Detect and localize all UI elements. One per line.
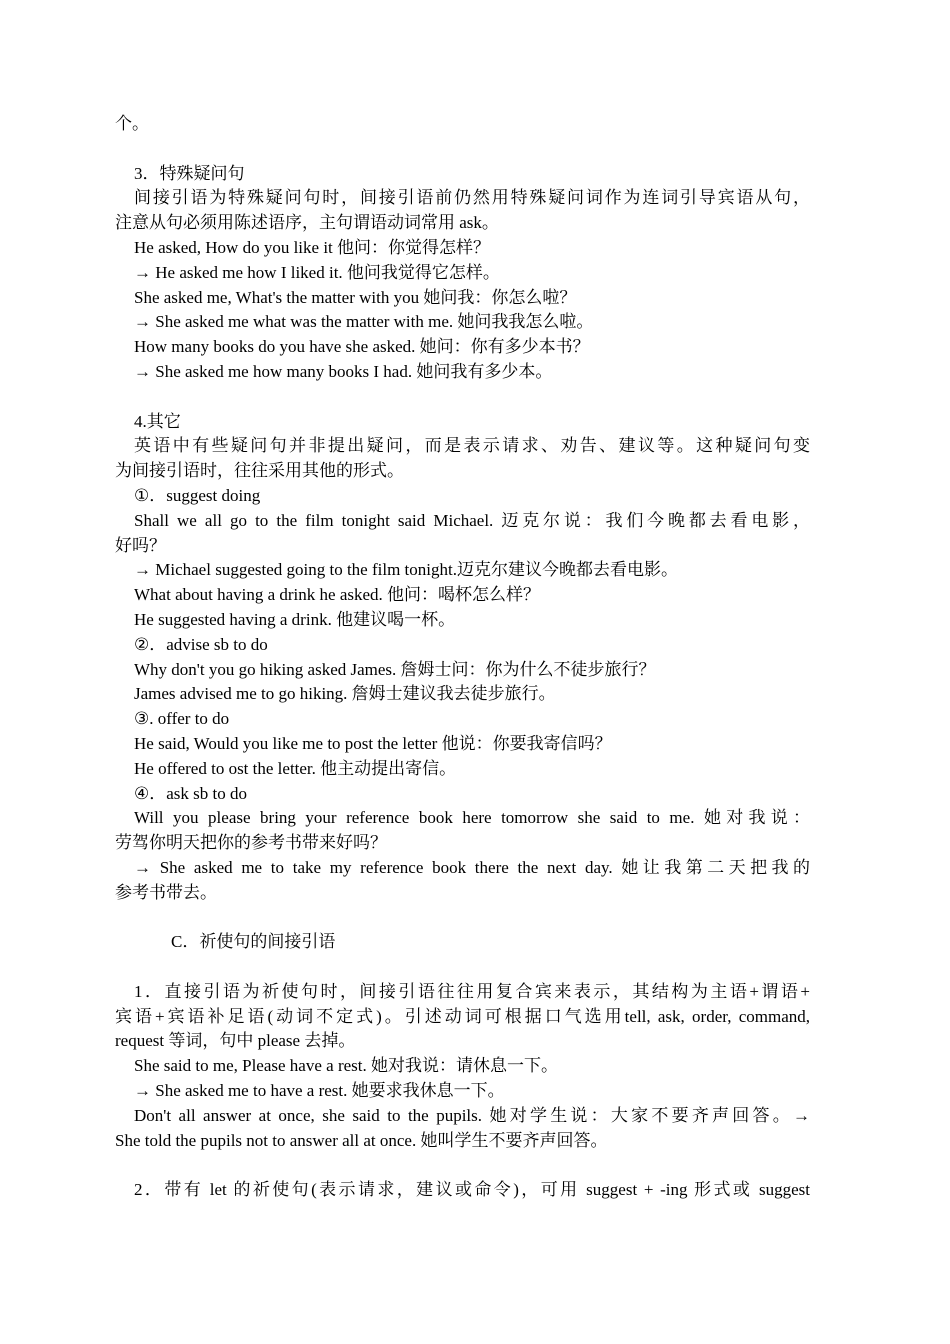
blank-line	[115, 906, 810, 931]
subsection-heading: ④．ask sb to do	[134, 783, 247, 803]
blank-line	[115, 1153, 810, 1178]
text-line: 间接引语为特殊疑问句时，间接引语前仍然用特殊疑问词作为连词引导宾语从句，	[134, 188, 810, 208]
text-line: 宾语+宾语补足语(动词不定式)。引述动词可根据口气选用tell, ask, order, command,	[115, 1006, 810, 1026]
example-line: She asked me, What's the matter with you 她问我：你怎么啦？	[134, 287, 577, 307]
example-line: Why don't you go hiking asked James. 詹姆士问：你为什么不徒步旅行？	[134, 659, 656, 679]
example-line: What about having a drink he asked. 他问：喝杯怎么样？	[134, 585, 541, 605]
example-line: She said to me, Please have a rest. 她对我说：请休息一下。	[134, 1056, 558, 1076]
section-heading: 3．特殊疑问句	[134, 163, 245, 183]
blank-line	[115, 137, 810, 162]
section-heading: 4.其它	[134, 411, 181, 431]
example-line: → Michael suggested going to the film tonight.迈克尔建议今晚都去看电影。	[134, 560, 678, 580]
blank-line	[115, 385, 810, 410]
example-line: He said, Would you like me to post the letter 他说：你要我寄信吗？	[134, 733, 612, 753]
example-line: She told the pupils not to answer all at once. 她叫学生不要齐声回答。	[115, 1130, 608, 1150]
example-line: How many books do you have she asked. 她问：你有多少本书？	[134, 337, 590, 357]
subsection-heading: ②．advise sb to do	[134, 634, 268, 654]
blank-line	[115, 955, 810, 980]
subsection-heading: ①．suggest doing	[134, 485, 261, 505]
section-heading: C．祈使句的间接引语	[171, 932, 336, 952]
text-line: 为间接引语时，往往采用其他的形式。	[115, 461, 404, 481]
example-line: → She asked me how many books I had. 她问我有多少本。	[134, 361, 553, 381]
example-line: → She asked me to take my reference book there the next day. 她让我第二天把我的	[134, 857, 810, 877]
text-line: 1．直接引语为祈使句时，间接引语往往用复合宾来表示，其结构为主语+谓语+	[134, 981, 810, 1001]
example-line: He asked, How do you like it 他问：你觉得怎样？	[134, 237, 491, 257]
text-line: 英语中有些疑问句并非提出疑问，而是表示请求、劝告、建议等。这种疑问句变	[134, 436, 810, 456]
example-line: Will you please bring your reference book here tomorrow she said to me. 她对我说：	[134, 808, 810, 828]
example-line: → He asked me how I liked it. 他问我觉得它怎样。	[134, 262, 500, 282]
example-line: → She asked me to have a rest. 她要求我休息一下。	[134, 1081, 505, 1101]
example-line: → She asked me what was the matter with me. 她问我我怎么啦。	[134, 312, 594, 332]
text-line: 个。	[115, 114, 149, 133]
example-line: Don't all answer at once, she said to the pupils. 她对学生说：大家不要齐声回答。→	[134, 1105, 810, 1125]
example-line: Shall we all go to the film tonight said Michael. 迈克尔说：我们今晚都去看电影，	[134, 510, 810, 530]
example-line: 好吗？	[115, 535, 166, 555]
text-line: 2．带有 let 的祈使句(表示请求，建议或命令)，可用 suggest + -ing 形式或 suggest	[134, 1180, 810, 1200]
example-line: 参考书带去。	[115, 882, 217, 902]
subsection-heading: ③. offer to do	[134, 709, 230, 729]
example-line: He offered to ost the letter. 他主动提出寄信。	[134, 758, 457, 778]
example-line: 劳驾你明天把你的参考书带来好吗？	[115, 833, 387, 853]
example-line: He suggested having a drink. 他建议喝一杯。	[134, 609, 456, 629]
document-page	[115, 112, 810, 1203]
text-line: 注意从句必须用陈述语序，主句谓语动词常用 ask。	[115, 213, 499, 233]
text-line: request 等词，句中 please 去掉。	[115, 1031, 356, 1051]
example-line: James advised me to go hiking. 詹姆士建议我去徒步旅行。	[134, 684, 556, 704]
